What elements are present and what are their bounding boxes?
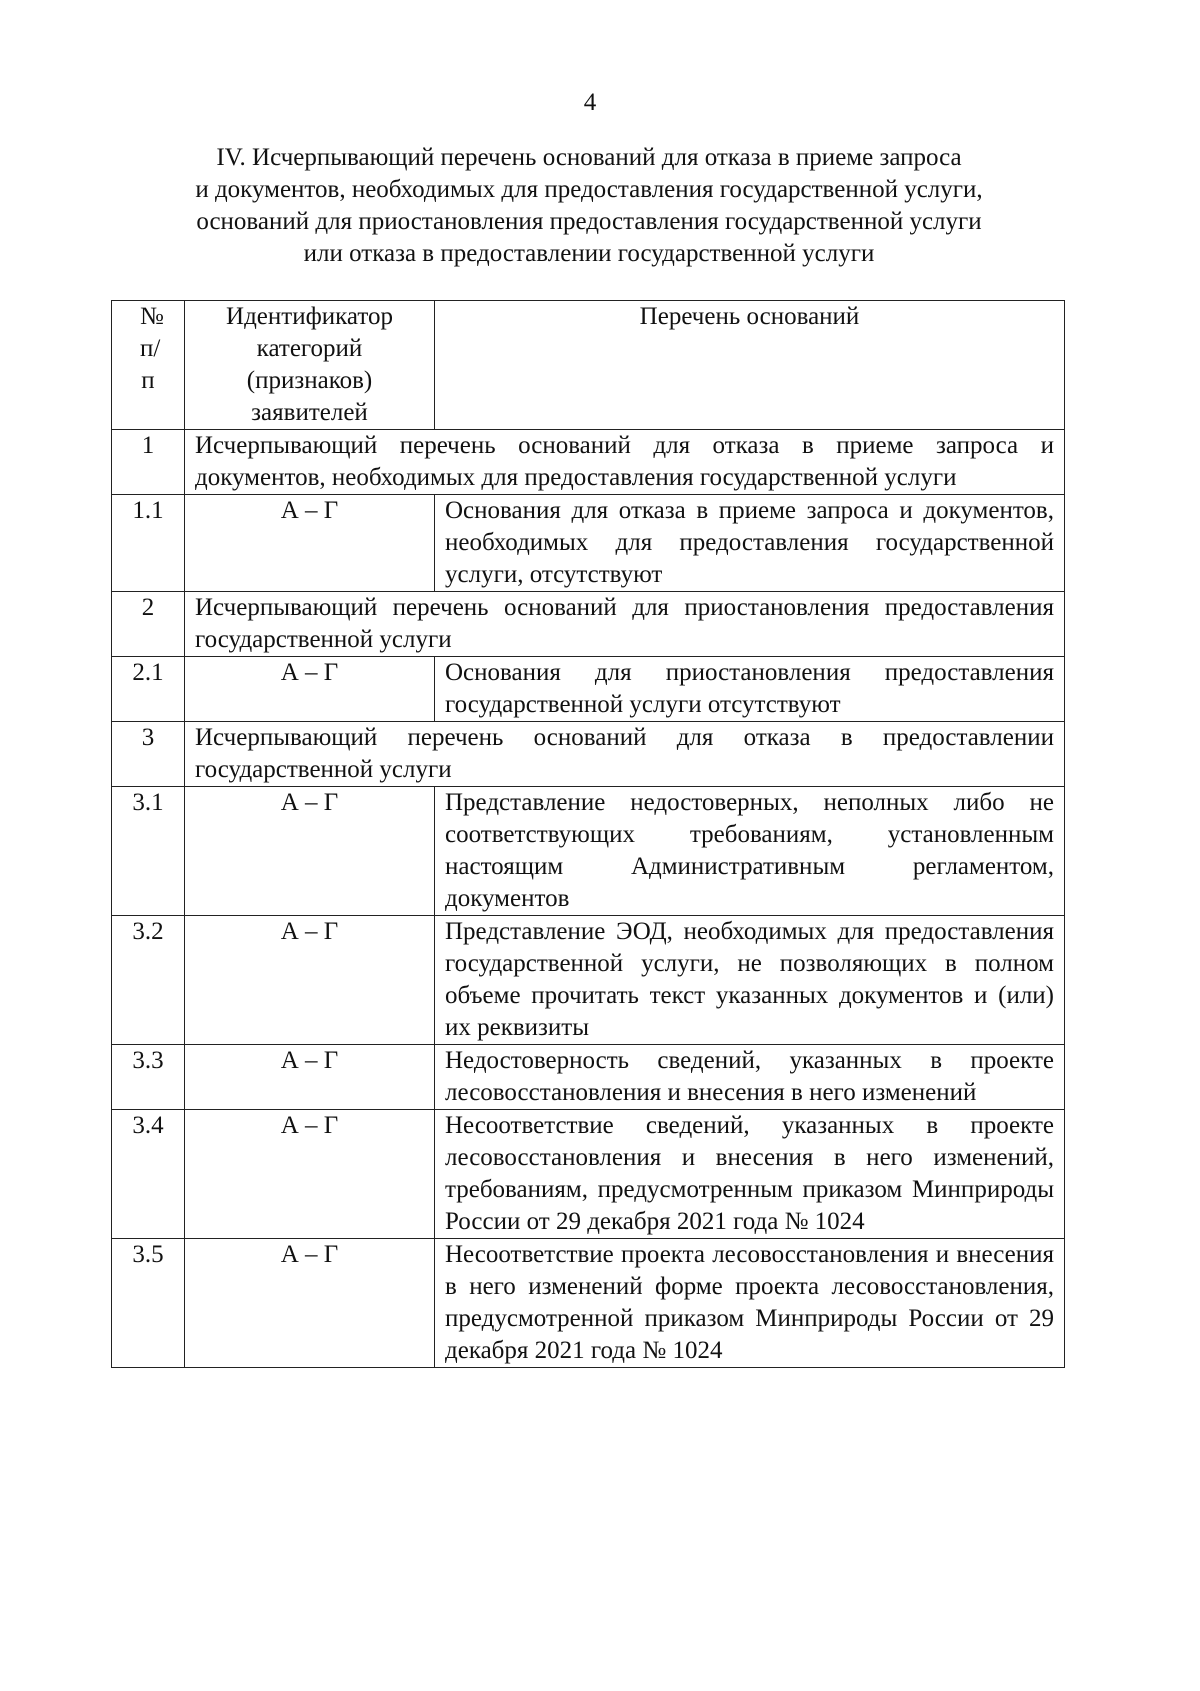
row-number: 3 xyxy=(112,722,185,787)
row-number: 3.1 xyxy=(112,787,185,916)
row-text: Основания для приостановления предоставления государственной услуги отсутствуют xyxy=(435,657,1065,722)
row-number: 1.1 xyxy=(112,495,185,592)
header-identifier: Идентификатор категорий (признаков) заявителей xyxy=(185,301,435,430)
row-section-text: Исчерпывающий перечень оснований для приостановления предоставления государственной услуги xyxy=(185,592,1065,657)
row-text: Представление ЭОД, необходимых для предоставления государственной услуги, не позволяющих в полном объеме прочитать текст указанных документов и (или) их реквизиты xyxy=(435,916,1065,1045)
row-number: 2.1 xyxy=(112,657,185,722)
header-number: № п/п xyxy=(112,301,185,430)
table-row xyxy=(112,495,1065,592)
row-identifier: А – Г xyxy=(185,1045,435,1110)
row-number: 3.2 xyxy=(112,916,185,1045)
row-text: Недостоверность сведений, указанных в проекте лесовосстановления и внесения в него изменений xyxy=(435,1045,1065,1110)
table-row xyxy=(112,787,1065,916)
row-section-text: Исчерпывающий перечень оснований для отказа в предоставлении государственной услуги xyxy=(185,722,1065,787)
row-identifier: А – Г xyxy=(185,657,435,722)
row-text: Представление недостоверных, неполных либо не соответствующих требованиям, установленным настоящим Административным регламентом, документов xyxy=(435,787,1065,916)
row-number: 2 xyxy=(112,592,185,657)
row-number: 3.3 xyxy=(112,1045,185,1110)
table-header-row xyxy=(112,301,1065,430)
row-identifier: А – Г xyxy=(185,1239,435,1368)
row-section-text: Исчерпывающий перечень оснований для отказа в приеме запроса и документов, необходимых для предоставления государственной услуги xyxy=(185,430,1065,495)
table-row xyxy=(112,1110,1065,1239)
header-grounds-list: Перечень оснований xyxy=(435,301,1065,430)
section-title-line: и документов, необходимых для предоставления государственной услуги, xyxy=(195,176,983,203)
table-row xyxy=(112,592,1065,657)
table-row xyxy=(112,722,1065,787)
grounds-table xyxy=(111,300,1065,1368)
row-identifier: А – Г xyxy=(185,495,435,592)
table-row xyxy=(112,916,1065,1045)
page-number: 4 xyxy=(583,89,597,116)
row-number: 1 xyxy=(112,430,185,495)
section-title-line: или отказа в предоставлении государственной услуги xyxy=(303,240,875,267)
row-identifier: А – Г xyxy=(185,916,435,1045)
row-text: Основания для отказа в приеме запроса и документов, необходимых для предоставления государственной услуги, отсутствуют xyxy=(435,495,1065,592)
row-identifier: А – Г xyxy=(185,787,435,916)
table-row xyxy=(112,1239,1065,1368)
table-row xyxy=(112,657,1065,722)
row-number: 3.5 xyxy=(112,1239,185,1368)
row-identifier: А – Г xyxy=(185,1110,435,1239)
section-title xyxy=(110,142,1068,270)
section-title-line: оснований для приостановления предоставления государственной услуги xyxy=(196,208,982,235)
table-row xyxy=(112,1045,1065,1110)
row-text: Несоответствие сведений, указанных в проекте лесовосстановления и внесения в него изменений, требованиям, предусмотренным приказом Минприроды России от 29 декабря 2021 года № 1024 xyxy=(435,1110,1065,1239)
section-title-line: IV. Исчерпывающий перечень оснований для отказа в приеме запроса xyxy=(216,144,962,171)
row-text: Несоответствие проекта лесовосстановления и внесения в него изменений форме проекта лесовосстановления, предусмотренной приказом Минприроды России от 29 декабря 2021 года № 1024 xyxy=(435,1239,1065,1368)
table-row xyxy=(112,430,1065,495)
row-number: 3.4 xyxy=(112,1110,185,1239)
